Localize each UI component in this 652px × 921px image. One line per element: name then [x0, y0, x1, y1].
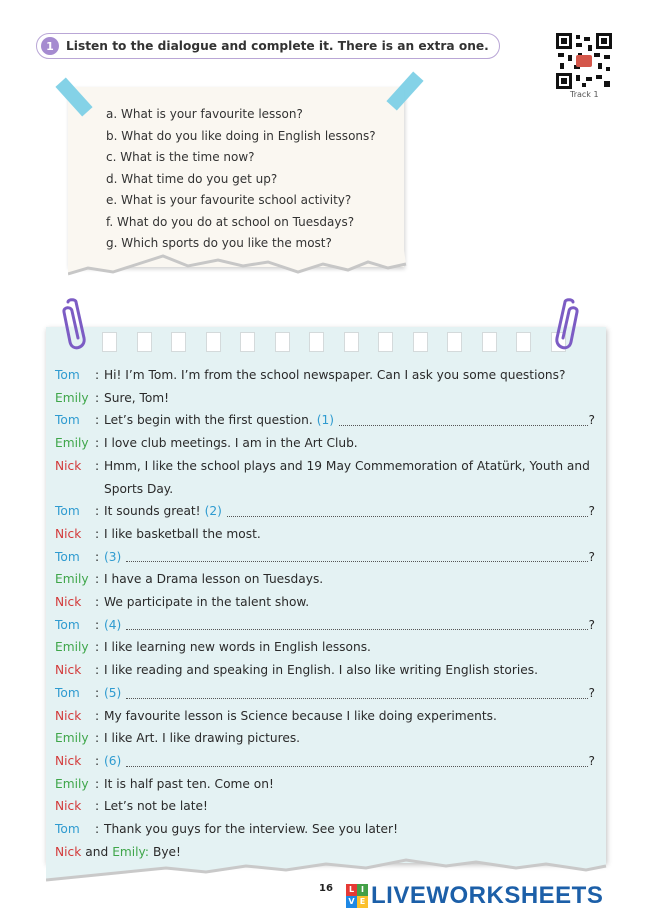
speaker-name: Nick — [55, 458, 82, 473]
line-text: My favourite lesson is Science because I like doing experiments. — [104, 708, 497, 723]
line-text: I like learning new words in English lessons. — [104, 640, 371, 655]
answer-blank[interactable] — [126, 682, 587, 699]
dialogue-line — [55, 568, 595, 591]
line-text: Let’s begin with the first question. — [104, 413, 313, 428]
speaker-name: Nick — [55, 753, 82, 768]
dialogue-line — [55, 636, 595, 659]
speaker-colon: : — [95, 663, 100, 678]
conjunction: and — [85, 844, 109, 859]
speaker-colon: : — [95, 731, 100, 746]
dialogue-line — [55, 841, 595, 864]
dialogue-line — [55, 523, 595, 546]
dialogue-text — [104, 614, 595, 637]
binder-hole — [482, 332, 497, 352]
speaker-colon: : — [95, 504, 100, 519]
binder-hole — [240, 332, 255, 352]
speaker-name: Tom — [55, 617, 80, 632]
binder-hole — [102, 332, 117, 352]
binder-hole — [516, 332, 531, 352]
line-text: I love club meetings. I am in the Art Club. — [104, 436, 358, 451]
line-text: I like reading and speaking in English. I also like writing English stories. — [104, 663, 538, 678]
dialogue-line — [55, 364, 595, 387]
speaker-name: Nick — [55, 595, 82, 610]
speaker-name: Nick — [55, 844, 82, 859]
page-number: 16 — [319, 883, 333, 894]
speaker-colon: : — [95, 390, 100, 405]
speaker-colon: : — [95, 413, 100, 428]
speaker-name: Nick — [55, 708, 82, 723]
logo-letter: V — [346, 896, 357, 908]
dialogue-text — [104, 795, 595, 818]
binder-hole — [344, 332, 359, 352]
dialogue-text — [104, 591, 595, 614]
question-mark: ? — [588, 549, 595, 564]
dialogue-line — [55, 500, 595, 523]
speaker-colon: : — [95, 526, 100, 541]
dialogue-line — [55, 387, 595, 410]
answer-options — [106, 104, 376, 255]
speaker-name: Emily — [55, 640, 89, 655]
dialogue-line — [55, 773, 595, 796]
speaker-name: Tom — [55, 549, 80, 564]
dialogue — [55, 364, 595, 863]
speaker-name: Emily — [55, 390, 89, 405]
binder-hole — [275, 332, 290, 352]
dialogue-line — [55, 682, 595, 705]
instruction-text: Listen to the dialogue and complete it. There is an extra one. — [66, 39, 489, 53]
speaker-name: Nick — [55, 663, 82, 678]
speaker-colon: : — [95, 458, 100, 473]
option-g: g. Which sports do you like the most? — [106, 236, 332, 250]
answer-blank[interactable] — [126, 750, 587, 767]
dialogue-text — [104, 455, 595, 500]
option-e: e. What is your favourite school activity? — [106, 193, 352, 207]
option-d: d. What time do you get up? — [106, 171, 278, 186]
answer-blank[interactable] — [339, 409, 588, 426]
blank-number: (5) — [104, 685, 122, 700]
qr-code-icon[interactable] — [556, 33, 612, 89]
line-text: It is half past ten. Come on! — [104, 776, 274, 791]
speaker-colon: : — [95, 708, 100, 723]
dialogue-line — [55, 432, 595, 455]
question-mark: ? — [588, 504, 595, 519]
speaker-name: Emily — [55, 572, 89, 587]
blank-number: (6) — [104, 753, 122, 768]
logo-letter: E — [357, 896, 368, 908]
binder-hole — [413, 332, 428, 352]
line-text: Thank you guys for the interview. See you later! — [104, 822, 398, 837]
speaker-name: Emily: — [112, 844, 149, 859]
dialogue-text — [104, 364, 595, 387]
speaker-colon: : — [95, 822, 100, 837]
speaker-colon: : — [95, 776, 100, 791]
binder-hole — [137, 332, 152, 352]
option-a: a. What is your favourite lesson? — [106, 107, 303, 121]
answer-blank[interactable] — [126, 546, 587, 563]
logo-letter: L — [346, 884, 357, 896]
track-label: Track 1 — [570, 90, 599, 99]
dialogue-line — [55, 614, 595, 637]
binder-hole — [171, 332, 186, 352]
brand-name: LIVEWORKSHEETS — [371, 882, 604, 909]
line-text: Sure, Tom! — [104, 390, 170, 405]
dialogue-line — [55, 750, 595, 773]
dialogue-text — [104, 546, 595, 569]
dialogue-text — [104, 409, 595, 432]
speaker-colon: : — [95, 640, 100, 655]
dialogue-text — [104, 432, 595, 455]
dialogue-line — [55, 409, 595, 432]
binder-hole — [447, 332, 462, 352]
blank-number: (2) — [204, 504, 222, 519]
blank-number: (3) — [104, 549, 122, 564]
dialogue-text — [104, 500, 595, 523]
dialogue-text — [104, 387, 595, 410]
note-torn-edge — [68, 250, 408, 286]
speaker-name: Tom — [55, 413, 80, 428]
speaker-colon: : — [95, 436, 100, 451]
binder-hole — [309, 332, 324, 352]
speaker-colon: : — [95, 368, 100, 382]
speaker-colon: : — [95, 595, 100, 610]
speaker-name: Tom — [55, 685, 80, 700]
dialogue-text — [104, 682, 595, 705]
speaker-name: Nick — [55, 799, 82, 814]
speaker-colon: : — [95, 617, 100, 632]
question-mark: ? — [588, 685, 595, 700]
speaker-colon: : — [95, 572, 100, 587]
speaker-name: Emily — [55, 776, 89, 791]
dialogue-text — [104, 659, 595, 682]
speaker-colon: : — [95, 799, 100, 814]
line-text: Bye! — [152, 844, 181, 859]
option-b: b. What do you like doing in English lessons? — [106, 128, 376, 143]
speaker-colon: : — [95, 753, 100, 768]
dialogue-line — [55, 659, 595, 682]
speaker-name: Nick — [55, 526, 82, 541]
line-text: I like Art. I like drawing pictures. — [104, 731, 301, 746]
speaker-name: Emily — [55, 731, 89, 746]
dialogue-text — [104, 523, 595, 546]
binder-hole — [206, 332, 221, 352]
binder-holes — [72, 332, 572, 354]
option-c: c. What is the time now? — [106, 150, 255, 164]
dialogue-line — [55, 727, 595, 750]
task-number-badge: 1 — [41, 37, 59, 55]
speaker-name: Emily — [55, 436, 89, 451]
logo-letter: I — [357, 884, 368, 896]
speaker-name: Tom — [55, 368, 80, 382]
dialogue-text — [104, 750, 595, 773]
dialogue-line — [55, 546, 595, 569]
dialogue-line — [55, 795, 595, 818]
binder-hole — [378, 332, 393, 352]
liveworksheets-logo-icon — [346, 884, 368, 908]
dialogue-text — [104, 568, 595, 591]
line-text: We participate in the talent show. — [104, 595, 310, 610]
blank-number: (4) — [104, 617, 122, 632]
speaker-colon: : — [95, 549, 100, 564]
instruction-pill — [36, 33, 500, 59]
option-f: f. What do you do at school on Tuesdays? — [106, 214, 355, 229]
blank-number: (1) — [316, 413, 334, 428]
question-mark: ? — [588, 753, 595, 768]
paperclip-icon — [62, 298, 90, 352]
dialogue-line — [55, 455, 595, 500]
line-text: Hmm, I like the school plays and 19 May Commemoration of Atatürk, Youth and Sports Day. — [104, 458, 590, 496]
question-mark: ? — [588, 413, 595, 428]
line-text: It sounds great! — [104, 504, 201, 519]
dialogue-text — [104, 727, 595, 750]
line-text: I have a Drama lesson on Tuesdays. — [104, 572, 324, 587]
answer-blank[interactable] — [126, 614, 587, 631]
paperclip-icon — [551, 298, 579, 352]
line-text: Let’s not be late! — [104, 799, 208, 814]
dialogue-line — [55, 591, 595, 614]
speaker-name: Tom — [55, 822, 80, 837]
answer-blank[interactable] — [227, 500, 588, 517]
dialogue-text — [104, 636, 595, 659]
speaker-name: Tom — [55, 504, 80, 519]
liveworksheets-logo — [346, 882, 603, 910]
dialogue-text — [104, 773, 595, 796]
dialogue-text — [104, 818, 595, 841]
speaker-colon: : — [95, 685, 100, 700]
line-text: I like basketball the most. — [104, 526, 261, 541]
dialogue-line — [55, 705, 595, 728]
question-mark: ? — [588, 617, 595, 632]
dialogue-text — [104, 705, 595, 728]
dialogue-line — [55, 818, 595, 841]
line-text: Hi! I’m Tom. I’m from the school newspaper. Can I ask you some questions? — [104, 368, 566, 382]
